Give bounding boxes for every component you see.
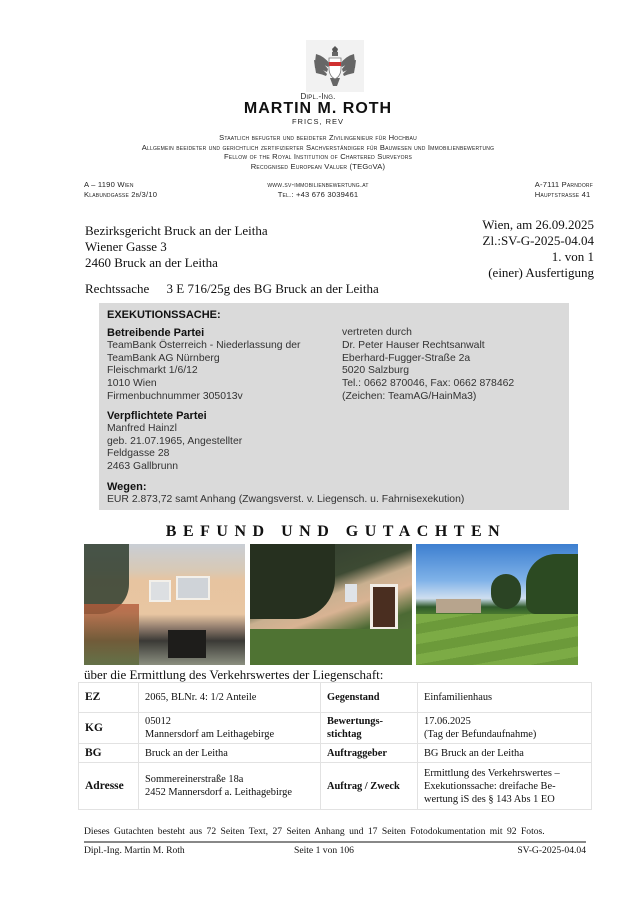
recipient-line: Bezirksgericht Bruck an der Leitha <box>85 223 268 238</box>
austrian-eagle-logo-icon <box>306 40 364 92</box>
reason-block <box>107 481 464 507</box>
house-garden-photo <box>250 544 412 665</box>
debtor-line: Manfred Hainzl <box>107 422 177 434</box>
representative-line: 5020 Salzburg <box>342 365 410 377</box>
house-front-photo <box>84 544 245 665</box>
cell-line: Ermittlung des Verkehrswertes – <box>424 767 560 779</box>
debtor-line: geb. 21.07.1965, Angestellter <box>107 435 243 447</box>
cell-line: Mannersdorf am Leithagebirge <box>145 729 275 740</box>
title-prefix: Dipl.-Ing. <box>300 92 336 101</box>
reason-heading: Wegen: <box>107 481 147 493</box>
cell-line: Gegenstand <box>327 692 380 703</box>
table-row <box>79 683 592 713</box>
value-bewertungsstichtag <box>418 713 592 744</box>
cell-line: 2452 Mannersdorf a. Leithagebirge <box>145 787 292 798</box>
creditor-heading: Betreibende Partei <box>107 327 205 339</box>
representative-line: vertreten durch <box>342 327 412 338</box>
value-adresse <box>139 763 321 810</box>
cell-line: Sommereinerstraße 18a <box>145 774 244 785</box>
table-row <box>79 763 592 810</box>
value-bg <box>139 744 321 763</box>
label-kg: KG <box>79 713 139 744</box>
label-bg: BG <box>79 744 139 763</box>
creditor-block <box>107 327 337 404</box>
representative-line: (Zeichen: TeamAG/HainMa3) <box>342 390 477 402</box>
creditor-line: Firmenbuchnummer 305013v <box>107 390 243 402</box>
representative-line: Eberhard-Fugger-Straße 2a <box>342 352 471 364</box>
cell-line: 17.06.2025 <box>424 716 471 727</box>
property-info-table <box>78 682 592 810</box>
page-count-note: Dieses Gutachten besteht aus 72 Seiten Text, 27 Seiten Anhang und 17 Seiten Fotodokumentation mit 92 Fotos. <box>84 826 545 837</box>
label-bewertungsstichtag <box>321 713 418 744</box>
recipient-line: Wiener Gasse 3 <box>85 239 167 254</box>
cell-line: stichtag <box>327 729 362 740</box>
copy-count: (einer) Ausfertigung <box>488 265 594 280</box>
date-line: Wien, am 26.09.2025 <box>482 217 594 232</box>
value-gegenstand <box>418 683 592 713</box>
value-kg <box>139 713 321 744</box>
value-ez <box>139 683 321 713</box>
cell-line: Einfamilienhaus <box>424 692 493 703</box>
case-line <box>85 281 379 297</box>
cell-line: wertung iS des § 143 Abs 1 EO <box>424 793 555 805</box>
reference-number: Zl.:SV-G-2025-04.04 <box>482 233 594 248</box>
footer-reference: SV-G-2025-04.04 <box>517 845 586 856</box>
value-auftrag-zweck <box>418 763 592 810</box>
footer-page-number: Seite 1 von 106 <box>294 845 354 856</box>
address-line: A-7111 Parndorf <box>534 180 593 189</box>
cell-line: BG Bruck an der Leitha <box>424 747 524 759</box>
date-reference-block <box>482 217 594 281</box>
case-number: 3 E 716/25g des BG Bruck an der Leitha <box>166 281 379 296</box>
address-line: Klabundgasse 2b/3/10 <box>84 190 158 199</box>
qualification-line: Staatlich befugter und beeideter Zivilingenieur für Hochbau <box>219 133 417 142</box>
cell-line: (Tag der Befundaufnahme) <box>424 729 537 740</box>
creditor-line: TeamBank AG Nürnberg <box>107 352 220 364</box>
creditor-line: 1010 Wien <box>107 378 157 390</box>
cell-line: Bewertungs- <box>327 716 383 727</box>
label-auftrag-zweck <box>321 763 418 810</box>
representative-line: Dr. Peter Hauser Rechtsanwalt <box>342 339 485 351</box>
recipient-line: 2460 Bruck an der Leitha <box>85 255 218 270</box>
value-auftraggeber <box>418 744 592 763</box>
label-gegenstand <box>321 683 418 713</box>
recipient-address <box>85 223 268 271</box>
table-row <box>79 744 592 763</box>
creditor-line: Fleischmarkt 1/6/12 <box>107 365 198 377</box>
representative-block <box>342 327 567 404</box>
intro-text: über die Ermittlung des Verkehrswertes der Liegenschaft: <box>84 667 384 682</box>
address-line: A – 1190 Wien <box>84 180 134 189</box>
debtor-line: Feldgasse 28 <box>107 448 170 460</box>
label-auftraggeber <box>321 744 418 763</box>
execution-box <box>99 303 569 510</box>
cell-line: 2065, BLNr. 4: 1/2 Anteile <box>145 692 257 703</box>
execution-title: EXEKUTIONSSACHE: <box>107 309 221 321</box>
address-line: Hauptstrasse 41 <box>534 190 591 199</box>
cell-line: Auftrag / Zweck <box>327 780 400 792</box>
representative-line: Tel.: 0662 870046, Fax: 0662 878462 <box>342 378 515 390</box>
debtor-heading: Verpflichtete Partei <box>107 410 207 422</box>
report-title: BEFUND UND GUTACHTEN <box>165 523 507 540</box>
cell-line: Bruck an der Leitha <box>145 747 228 759</box>
table-row <box>79 713 592 744</box>
lawn-photo <box>416 544 578 665</box>
creditor-line: TeamBank Österreich - Niederlassung der <box>107 339 301 351</box>
footer-author: Dipl.-Ing. Martin M. Roth <box>84 845 185 856</box>
debtor-line: 2463 Gallbrunn <box>107 461 179 473</box>
qualification-line: Fellow of the Royal Institution of Chartered Surveyors <box>223 152 413 161</box>
website-link[interactable]: www.sv-immobilienbewertung.at <box>267 180 369 189</box>
phone-number: Tel.: +43 676 3039461 <box>277 190 359 199</box>
post-nominals: FRICS, REV <box>291 117 345 126</box>
expert-name: MARTIN M. ROTH <box>243 100 393 117</box>
parndorf-address <box>535 180 593 200</box>
debtor-block <box>107 410 242 474</box>
cell-line: Auftraggeber <box>327 747 388 759</box>
qualifications <box>0 133 636 171</box>
label-ez: EZ <box>79 683 139 713</box>
qualification-line: Recognised European Valuer (TEGoVA) <box>250 161 386 171</box>
label-adresse: Adresse <box>79 763 139 810</box>
copy-number: 1. von 1 <box>551 249 594 264</box>
cell-line: 05012 <box>145 716 171 727</box>
cell-line: Exekutionssache: dreifache Be- <box>424 780 556 792</box>
case-label: Rechtssache <box>85 281 150 296</box>
reason-text: EUR 2.873,72 samt Anhang (Zwangsverst. v. Liegensch. u. Fahrnisexekution) <box>107 493 465 505</box>
footer-divider <box>84 841 586 843</box>
qualification-line: Allgemein beeideter und gerichtlich zertifizierter Sachverständiger für Bauwesen und Immobilienbewertung <box>141 142 495 152</box>
